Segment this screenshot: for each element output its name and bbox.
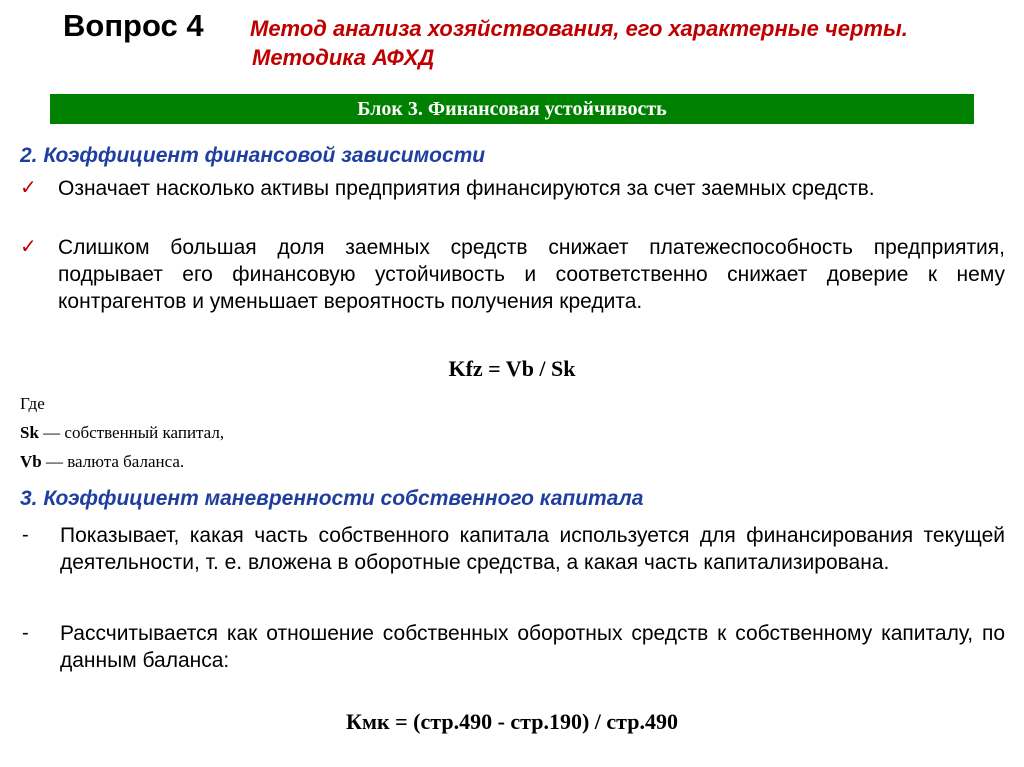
list-item-text: Показывает, какая часть собственного капитала используется для финансирования текущей деятельности, т. е. вложена в оборотные средства, а какая часть капитализирована. [60,524,1005,574]
definition-term: Sk [20,423,39,442]
definition-text: — валюта баланса. [41,452,185,471]
list-item [20,522,1005,576]
definition-sk [20,422,224,444]
list-item-text: Означает насколько активы предприятия финансируются за счет заемных средств. [58,177,875,200]
question-title-line1: Метод анализа хозяйствования, его характерные черты. [250,16,908,41]
section-heading-2: 2. Коэффициент финансовой зависимости [20,144,486,167]
block-header: Блок 3. Финансовая устойчивость [50,94,974,124]
definition-vb [20,451,184,473]
list-item [20,620,1005,674]
list-item-text: Слишком большая доля заемных средств снижает платежеспособность предприятия, подрывает его финансовую устойчивость и соответственно снижает доверие к нему контрагентов и уменьшает вероятность получения кредита. [58,236,1005,313]
dash-bullet-icon: - [22,524,29,546]
definition-term: Vb [20,452,42,471]
section-heading-3: 3. Коэффициент маневренности собственного капитала [20,487,644,510]
question-label: Вопрос 4 [63,8,204,43]
list-item [20,234,1005,315]
question-title [250,14,1010,72]
question-title-line2: Методика АФХД [252,45,435,70]
checkmark-icon: ✓ [20,177,37,199]
checkmark-icon: ✓ [20,236,37,258]
where-label: Где [20,394,45,413]
formula-kmk: Кмк = (стр.490 - стр.190) / стр.490 [346,709,678,734]
list-item-text: Рассчитывается как отношение собственных оборотных средств к собственному капиталу, по данным баланса: [60,622,1005,672]
formula-kfz: Kfz = Vb / Sk [448,356,576,381]
definition-text: — собственный капитал, [38,423,225,442]
list-item [20,175,1005,202]
dash-bullet-icon: - [22,622,29,644]
